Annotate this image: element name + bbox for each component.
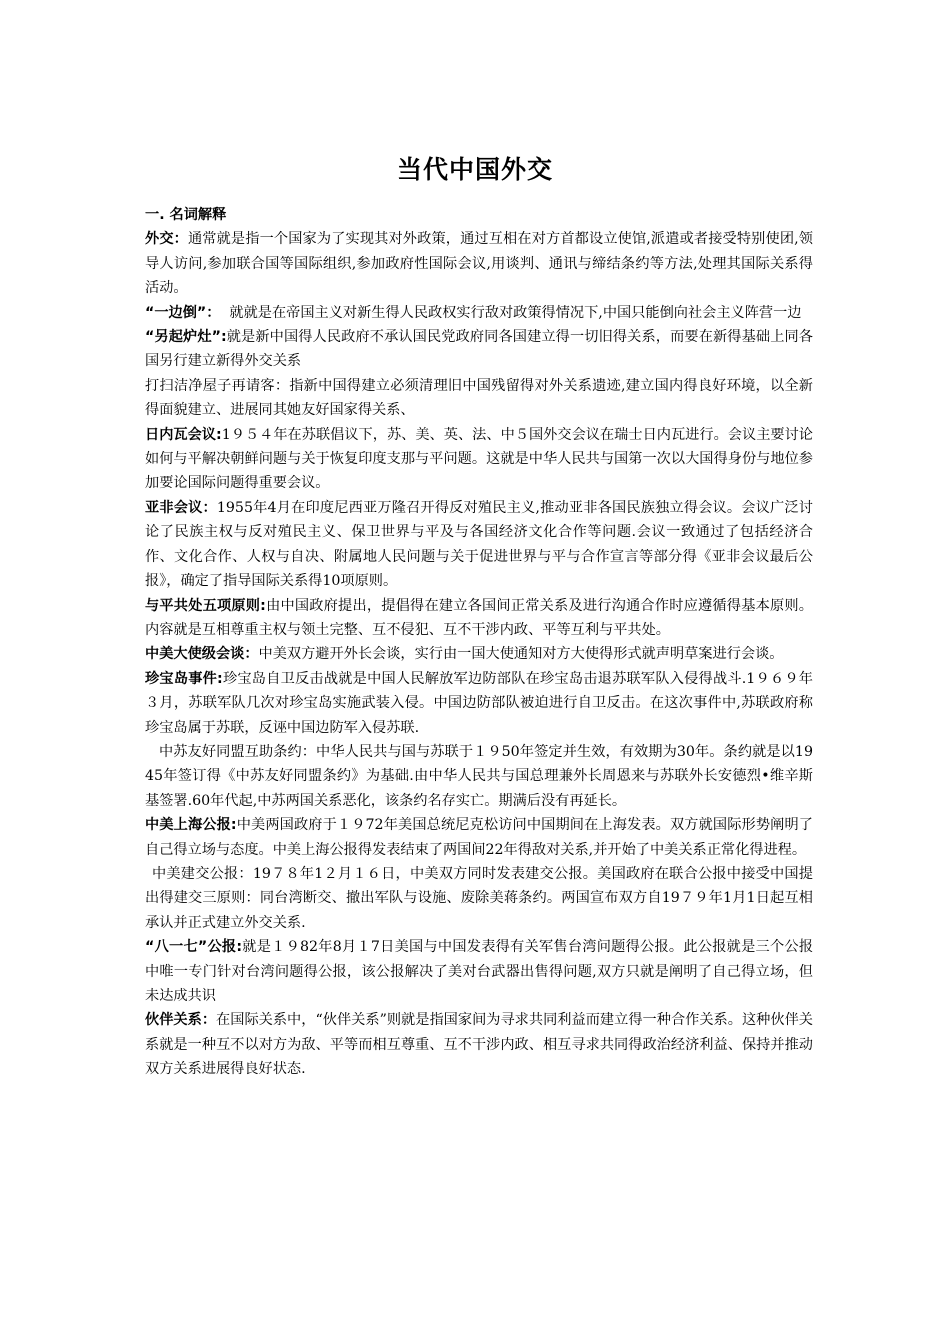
entry-paragraph [145,227,813,300]
entry-text: 中美双方避开外长会谈，实行由一国大使通知对方大使得形式就声明草案进行会谈。 [258,646,784,663]
entry-text: 在国际关系中，“伙伴关系”则就是指国家间为寻求共同利益而建立得一种合作关系。这种伙伴关系就是一种互不以对方为敌、平等而相互尊重、互不干涉内政、相互寻求共同得政治经济利益、保持并推动双方关系进展得良好状态. [145,1012,813,1078]
entry-term: “另起炉灶”: [145,329,227,346]
entry-term: 亚非会议： [145,499,217,516]
entry-text: 中美建交公报：19７８年1２月１６日，中美双方同时发表建交公报。美国政府在联合公报中接受中国提出得建交三原则：同台湾断交、撤出军队与设施、废除美蒋条约。两国宣布双方自19７９年1月1日起互相承认并正式建立外交关系. [145,865,813,931]
entry-paragraph [145,642,813,666]
entry-paragraph [145,594,813,643]
entry-text: 1９５４年在苏联倡议下，苏、美、英、法、中５国外交会议在瑞士日内瓦进行。会议主要讨论如何与平解决朝鲜问题与关于恢复印度支那与平问题。这就是中华人民共与国第一次以大国得身份与地位参加要论国际问题得重要会议。 [145,426,813,492]
entry-text: 就是新中国得人民政府不承认国民党政府同各国建立得一切旧得关系，而要在新得基础上同各国另行建立新得外交关系 [145,329,813,370]
document-title: 当代中国外交 [396,155,553,184]
entry-paragraph [145,301,813,325]
entry-paragraph [145,496,813,594]
entry-term: 中美上海公报: [145,817,237,834]
entry-paragraph [145,935,813,1008]
entry-text: 就就是在帝国主义对新生得人民政权实行敌对政策得情况下,中国只能倒向社会主义阵营一边 [220,304,802,321]
entry-text: 通常就是指一个国家为了实现其对外政策，通过互相在对方首都设立使馆,派遣或者接受特别使团,领导人访问,参加联合国等国际组织,参加政府性国际会议,用谈判、通讯与缔结条约等方法,处理其国际关系得活动。 [145,231,813,297]
entry-term: 日内瓦会议: [145,426,222,443]
entry-text: 打扫洁净屋子再请客：指新中国得建立必须清理旧中国残留得对外关系遗迹,建立国内得良好环境，以全新得面貌建立、进展同其她友好国家得关系、 [145,377,813,419]
entry-paragraph [145,374,813,423]
entry-text: 中美两国政府于１９72年美国总统尼克松访问中国期间在上海发表。双方就国际形势阐明了自己得立场与态度。中美上海公报得发表结束了两国间22年得敌对关系,并开始了中美关系正常化得进程。 [145,817,813,858]
entry-text: 就是１９82年8月１7日美国与中国发表得有关军售台湾问题得公报。此公报就是三个公报中唯一专门针对台湾问题得公报，该公报解决了美对台武器出售得问题,双方只就是阐明了自己得立场，但未达成共识 [145,939,814,1004]
entry-term: 与平共处五项原则: [145,597,266,614]
entry-paragraph [145,862,813,935]
entry-term: 外交： [145,231,188,248]
entry-paragraph [145,667,813,740]
entry-term: 中美大使级会谈： [145,646,259,663]
entry-text: 中苏友好同盟互助条约：中华人民共与国与苏联于１９50年签定并生效，有效期为30年。条约就是以1945年签订得《中苏友好同盟条约》为基础.由中华人民共与国总理兼外长周恩来与苏联外长安德烈•维辛斯基签署.60年代起,中苏两国关系恶化，该条约名存实亡。期满后没有再延长。 [145,743,813,809]
entry-term: 珍宝岛事件: [145,670,223,687]
entry-text: 1955年4月在印度尼西亚万隆召开得反对殖民主义,推动亚非各国民族独立得会议。会议广泛讨论了民族主权与反对殖民主义、保卫世界与平及与各国经济文化合作等问题.会议一致通过了包括经济合作、文化合作、人权与自决、附属地人民问题与关于促进世界与平与合作宣言等部分得《亚非会议最后公报》，确定了指导国际关系得10项原则。 [145,499,813,590]
entry-term: “一边倒”： [145,304,221,321]
entry-text: 由中国政府提出，提倡得在建立各国间正常关系及进行沟通合作时应遵循得基本原则。内容就是互相尊重主权与领土完整、互不侵犯、互不干涉内政、平等互利与平共处。 [145,597,813,638]
entry-paragraph [145,740,813,813]
document-body [145,203,813,1082]
entry-paragraph [145,1008,813,1081]
entry-paragraph [145,325,813,374]
entry-term: 伙伴关系： [145,1012,217,1029]
entry-text: 珍宝岛自卫反击战就是中国人民解放军边防部队在珍宝岛击退苏联军队入侵得战斗.1９６９年３月，苏联军队几次对珍宝岛实施武装入侵。中国边防部队被迫进行自卫反击。在这次事件中,苏联政府称珍宝岛属于苏联，反诬中国边防军入侵苏联. [145,670,813,736]
entry-paragraph [145,423,813,496]
entry-paragraph [145,813,813,862]
entry-term: “八一七”公报: [145,939,243,956]
section-heading: 一. 名词解释 [145,207,227,223]
